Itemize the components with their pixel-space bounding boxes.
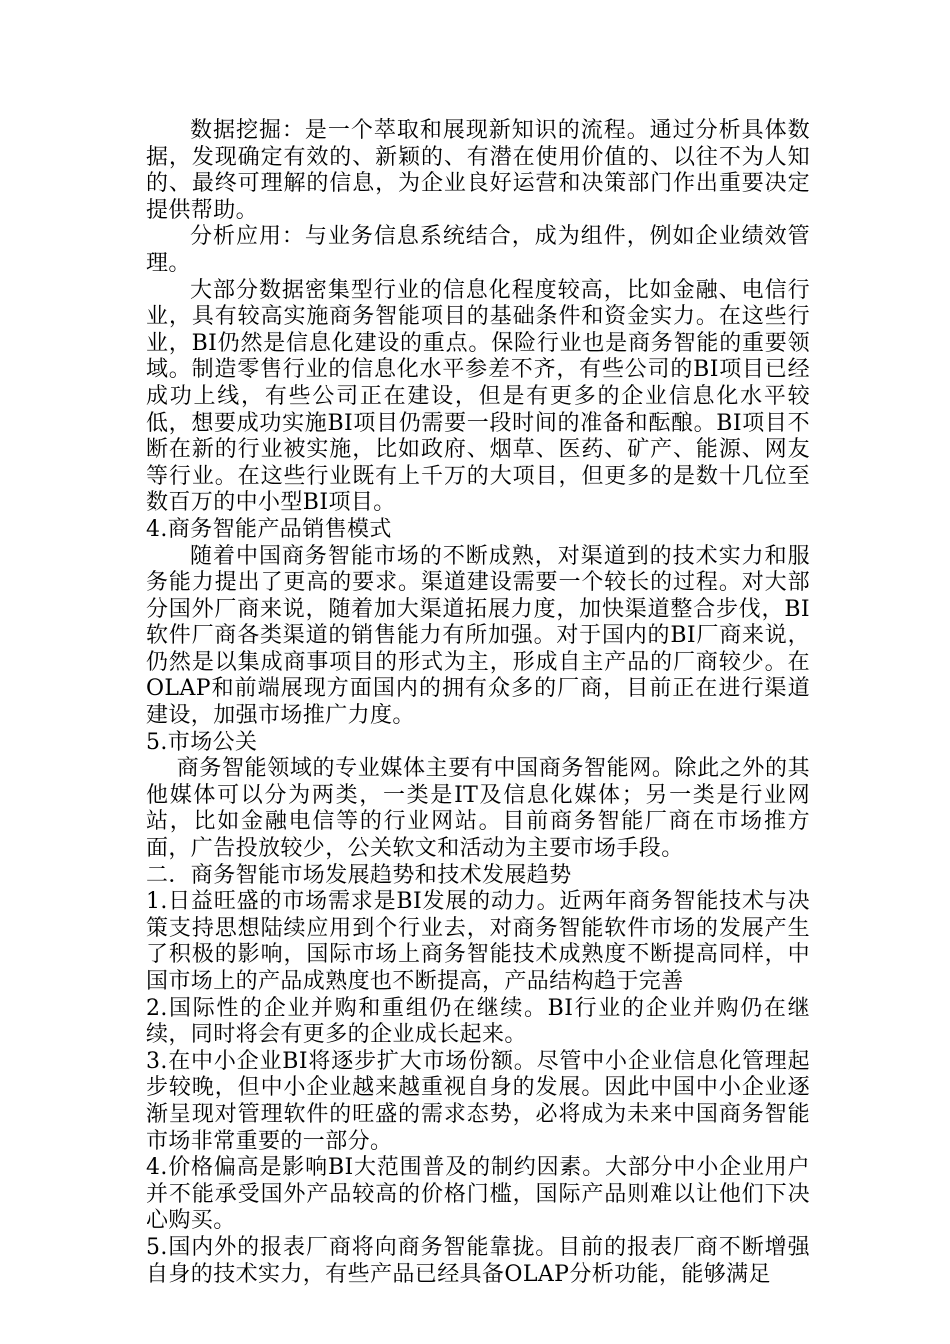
trend-item-5: 5.国内外的报表厂商将向商务智能靠拢。目前的报表厂商不断增强自身的技术实力，有些产品已经具备OLAP分析功能，能够满足: [146, 1234, 810, 1287]
trend-item-4: 4.价格偏高是影响BI大范围普及的制约因素。大部分中小企业用户并不能承受国外产品较高的价格门槛，国际产品则难以让他们下决心购买。: [146, 1155, 810, 1234]
trend-item-2: 2.国际性的企业并购和重组仍在继续。BI行业的企业并购仍在继续，同时将会有更多的企业成长起来。: [146, 995, 810, 1048]
trend-item-1: 1.日益旺盛的市场需求是BI发展的动力。近两年商务智能技术与决策支持思想陆续应用到个行业去，对商务智能软件市场的发展产生了积极的影响，国际市场上商务智能技术成熟度不断提高同样，中国市场上的产品成熟度也不断提高，产品结构趋于完善: [146, 889, 810, 994]
trend-item-3: 3.在中小企业BI将逐步扩大市场份额。尽管中小企业信息化管理起步较晚，但中小企业越来越重视自身的发展。因此中国中小企业逐渐呈现对管理软件的旺盛的需求态势，必将成为未来中国商务智能市场非常重要的一部分。: [146, 1048, 810, 1154]
section-heading-sales-model: 4.商务智能产品销售模式: [146, 516, 392, 542]
paragraph-industry-overview: 大部分数据密集型行业的信息化程度较高，比如金融、电信行业，具有较高实施商务智能项目的基础条件和资金实力。在这些行业，BI仍然是信息化建设的重点。保险行业也是商务智能的重要领域。制造零售行业的信息化水平参差不齐，有些公司的BI项目已经成功上线，有些公司正在建设，但是有更多的企业信息化水平较低，想要成功实施BI项目仍需要一段时间的准备和酝酿。BI项目不断在新的行业被实施，比如政府、烟草、医药、矿产、能源、网友等行业。在这些行业既有上千万的大项目，但更多的是数十几位至数百万的中小型BI项目。: [146, 277, 810, 516]
paragraph-market-pr: 商务智能领域的专业媒体主要有中国商务智能网。除此之外的其他媒体可以分为两类，一类是IT及信息化媒体；另一类是行业网站，比如金融电信等的行业网站。目前商务智能厂商在市场推方面，广告投放较少，公关软文和活动为主要市场手段。: [146, 756, 810, 862]
paragraph-sales-model: 随着中国商务智能市场的不断成熟，对渠道到的技术实力和服务能力提出了更高的要求。渠道建设需要一个较长的过程。对大部分国外厂商来说，随着加大渠道拓展力度，加快渠道整合步伐，BI软件厂商各类渠道的销售能力有所加强。对于国内的BI厂商来说，仍然是以集成商事项目的形式为主，形成自主产品的厂商较少。在OLAP和前端展现方面国内的拥有众多的厂商，目前正在进行渠道建设，加强市场推广力度。: [146, 543, 810, 729]
document-body: [146, 118, 810, 1288]
paragraph-data-mining: 数据挖掘：是一个萃取和展现新知识的流程。通过分析具体数据，发现确定有效的、新颖的、有潜在使用价值的、以往不为人知的、最终可理解的信息，为企业良好运营和决策部门作出重要决定提供帮助。: [146, 118, 810, 223]
paragraph-analysis-application: 分析应用：与业务信息系统结合，成为组件，例如企业绩效管理。: [146, 224, 810, 276]
chapter-heading-trends: 二．商务智能市场发展趋势和技术发展趋势: [146, 862, 572, 888]
section-heading-market-pr: 5.市场公关: [146, 729, 258, 755]
